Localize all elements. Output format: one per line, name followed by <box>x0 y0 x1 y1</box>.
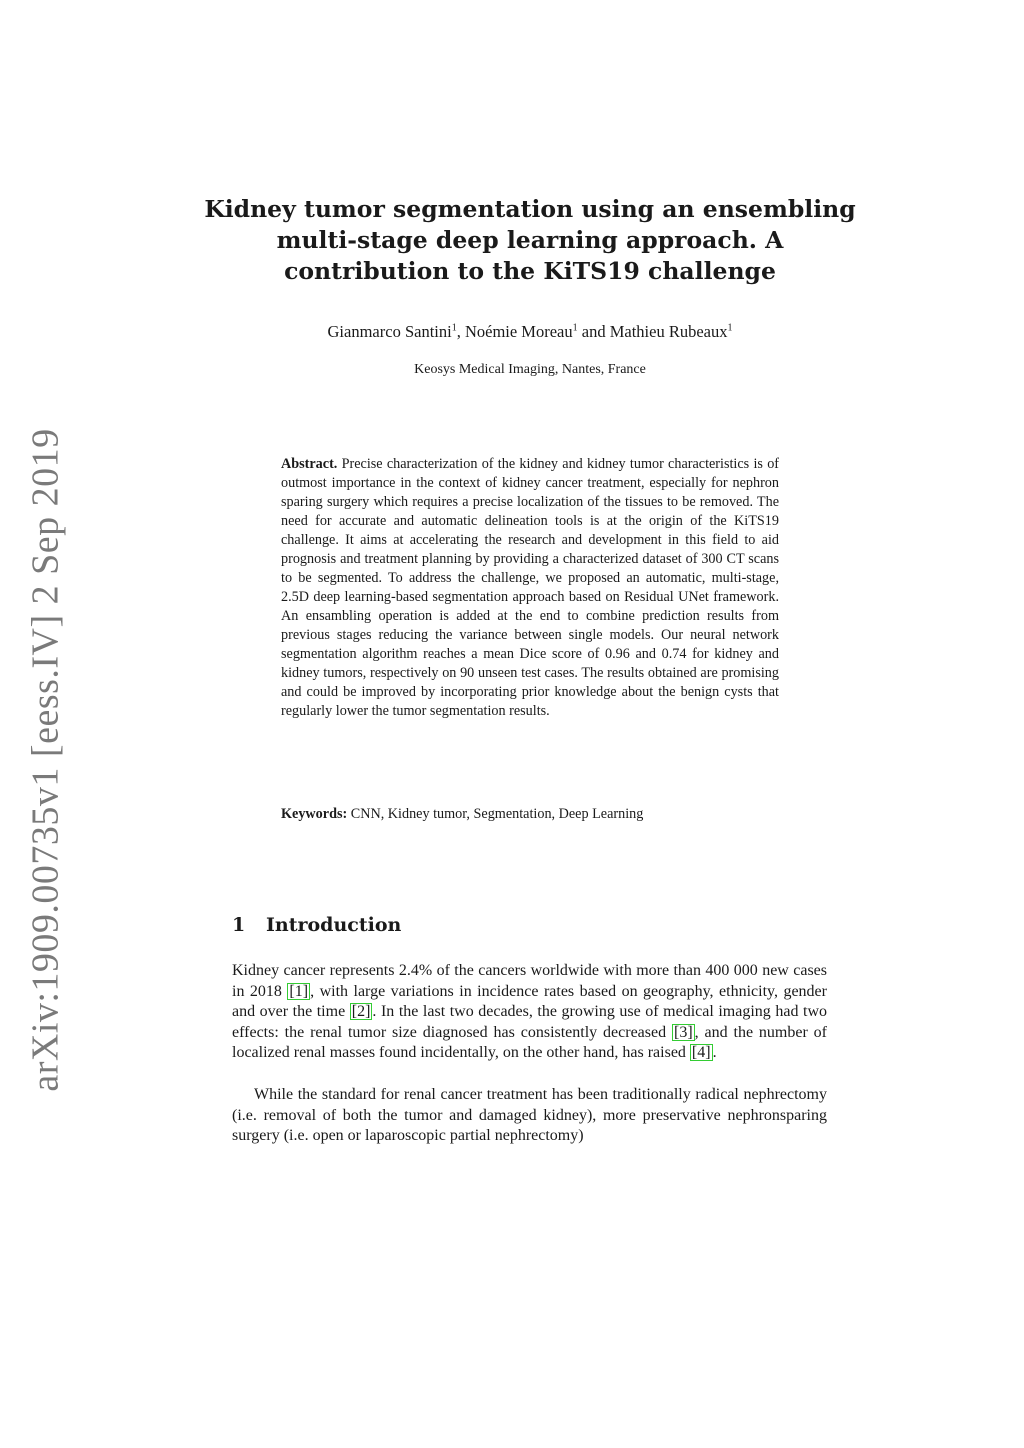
intro-paragraph-2: While the standard for renal cancer treatment has been traditionally radical nephrectomy (i.e. removal of both the tumor and damaged kidney), more preservative nephronsparing surgery (i.e. open or laparoscopic partial nephrectomy) <box>232 1086 827 1145</box>
author-name: Gianmarco Santini <box>327 322 452 341</box>
author-name: Mathieu Rubeaux <box>609 322 728 341</box>
author-list <box>200 322 860 342</box>
paper-title: Kidney tumor segmentation using an ensembling multi-stage deep learning approach. A contribution to the KiTS19 challenge <box>204 195 856 285</box>
abstract-label: Abstract. <box>281 456 338 472</box>
section-title: Introduction <box>266 914 402 936</box>
author-affiliation-mark: 1 <box>451 322 457 334</box>
affiliation: Keosys Medical Imaging, Nantes, France <box>414 362 646 377</box>
keywords-label: Keywords: <box>281 806 348 822</box>
paragraph-text: Kidney cancer represents 2.4% of the cancers worldwide with more than 400 000 new cases in 2018 <box>232 962 827 1000</box>
paragraph-text: . <box>712 1044 717 1062</box>
keywords <box>281 806 779 823</box>
citation-link[interactable]: [2] <box>351 1003 371 1021</box>
section-number: 1 <box>232 914 246 936</box>
citation-link[interactable]: [3] <box>673 1023 693 1041</box>
author-separator: , <box>456 322 465 341</box>
paragraph-text: . In the last two decades, the growing use of medical imaging had two effects: the renal tumor size diagnosed has consistently decreased <box>232 1003 828 1041</box>
arxiv-identifier: arXiv:1909.00735v1 [eess.IV] 2 Sep 2019 <box>25 428 68 1092</box>
citation-link[interactable]: [1] <box>289 982 309 1000</box>
paragraph-text: , with large variations in incidence rates based on geography, ethnicity, gender and over the time <box>232 982 827 1021</box>
author-affiliation-mark: 1 <box>572 322 578 334</box>
paragraph-text: , and the number of localized renal masses found incidentally, on the other hand, has raised <box>232 1023 827 1062</box>
author-affiliation-mark: 1 <box>727 322 733 334</box>
arxiv-side-stamp <box>20 428 72 1092</box>
abstract <box>281 455 779 721</box>
citation-link[interactable]: [4] <box>691 1044 711 1062</box>
section-heading <box>232 914 401 936</box>
author-separator: and <box>577 322 610 341</box>
keywords-text: CNN, Kidney tumor, Segmentation, Deep Learning <box>350 806 644 822</box>
intro-paragraph-1 <box>232 961 827 1064</box>
author-name: Noémie Moreau <box>464 322 573 341</box>
abstract-text: Precise characterization of the kidney and kidney tumor characteristics is of outmost importance in the context of kidney cancer treatment, especially for nephron sparing surgery which requires a precise localization of the tissues to be removed. The need for accurate and automatic delineation tools is at the origin of the KiTS19 challenge. It aims at accelerating the research and development in this field to aid prognosis and treatment planning by providing a characterized dataset of 300 CT scans to be segmented. To address the challenge, we proposed an automatic, multi-stage, 2.5D deep learning-based segmentation approach based on Residual UNet framework. An ensambling operation is added at the end to combine prediction results from previous stages reducing the variance between single models. Our neural network segmentation algorithm reaches a mean Dice score of 0.96 and 0.74 for kidney and kidney tumors, respectively on 90 unseen test cases. The results obtained are promising and could be improved by incorporating prior knowledge about the benign cysts that regularly lower the tumor segmentation results. <box>281 456 780 719</box>
